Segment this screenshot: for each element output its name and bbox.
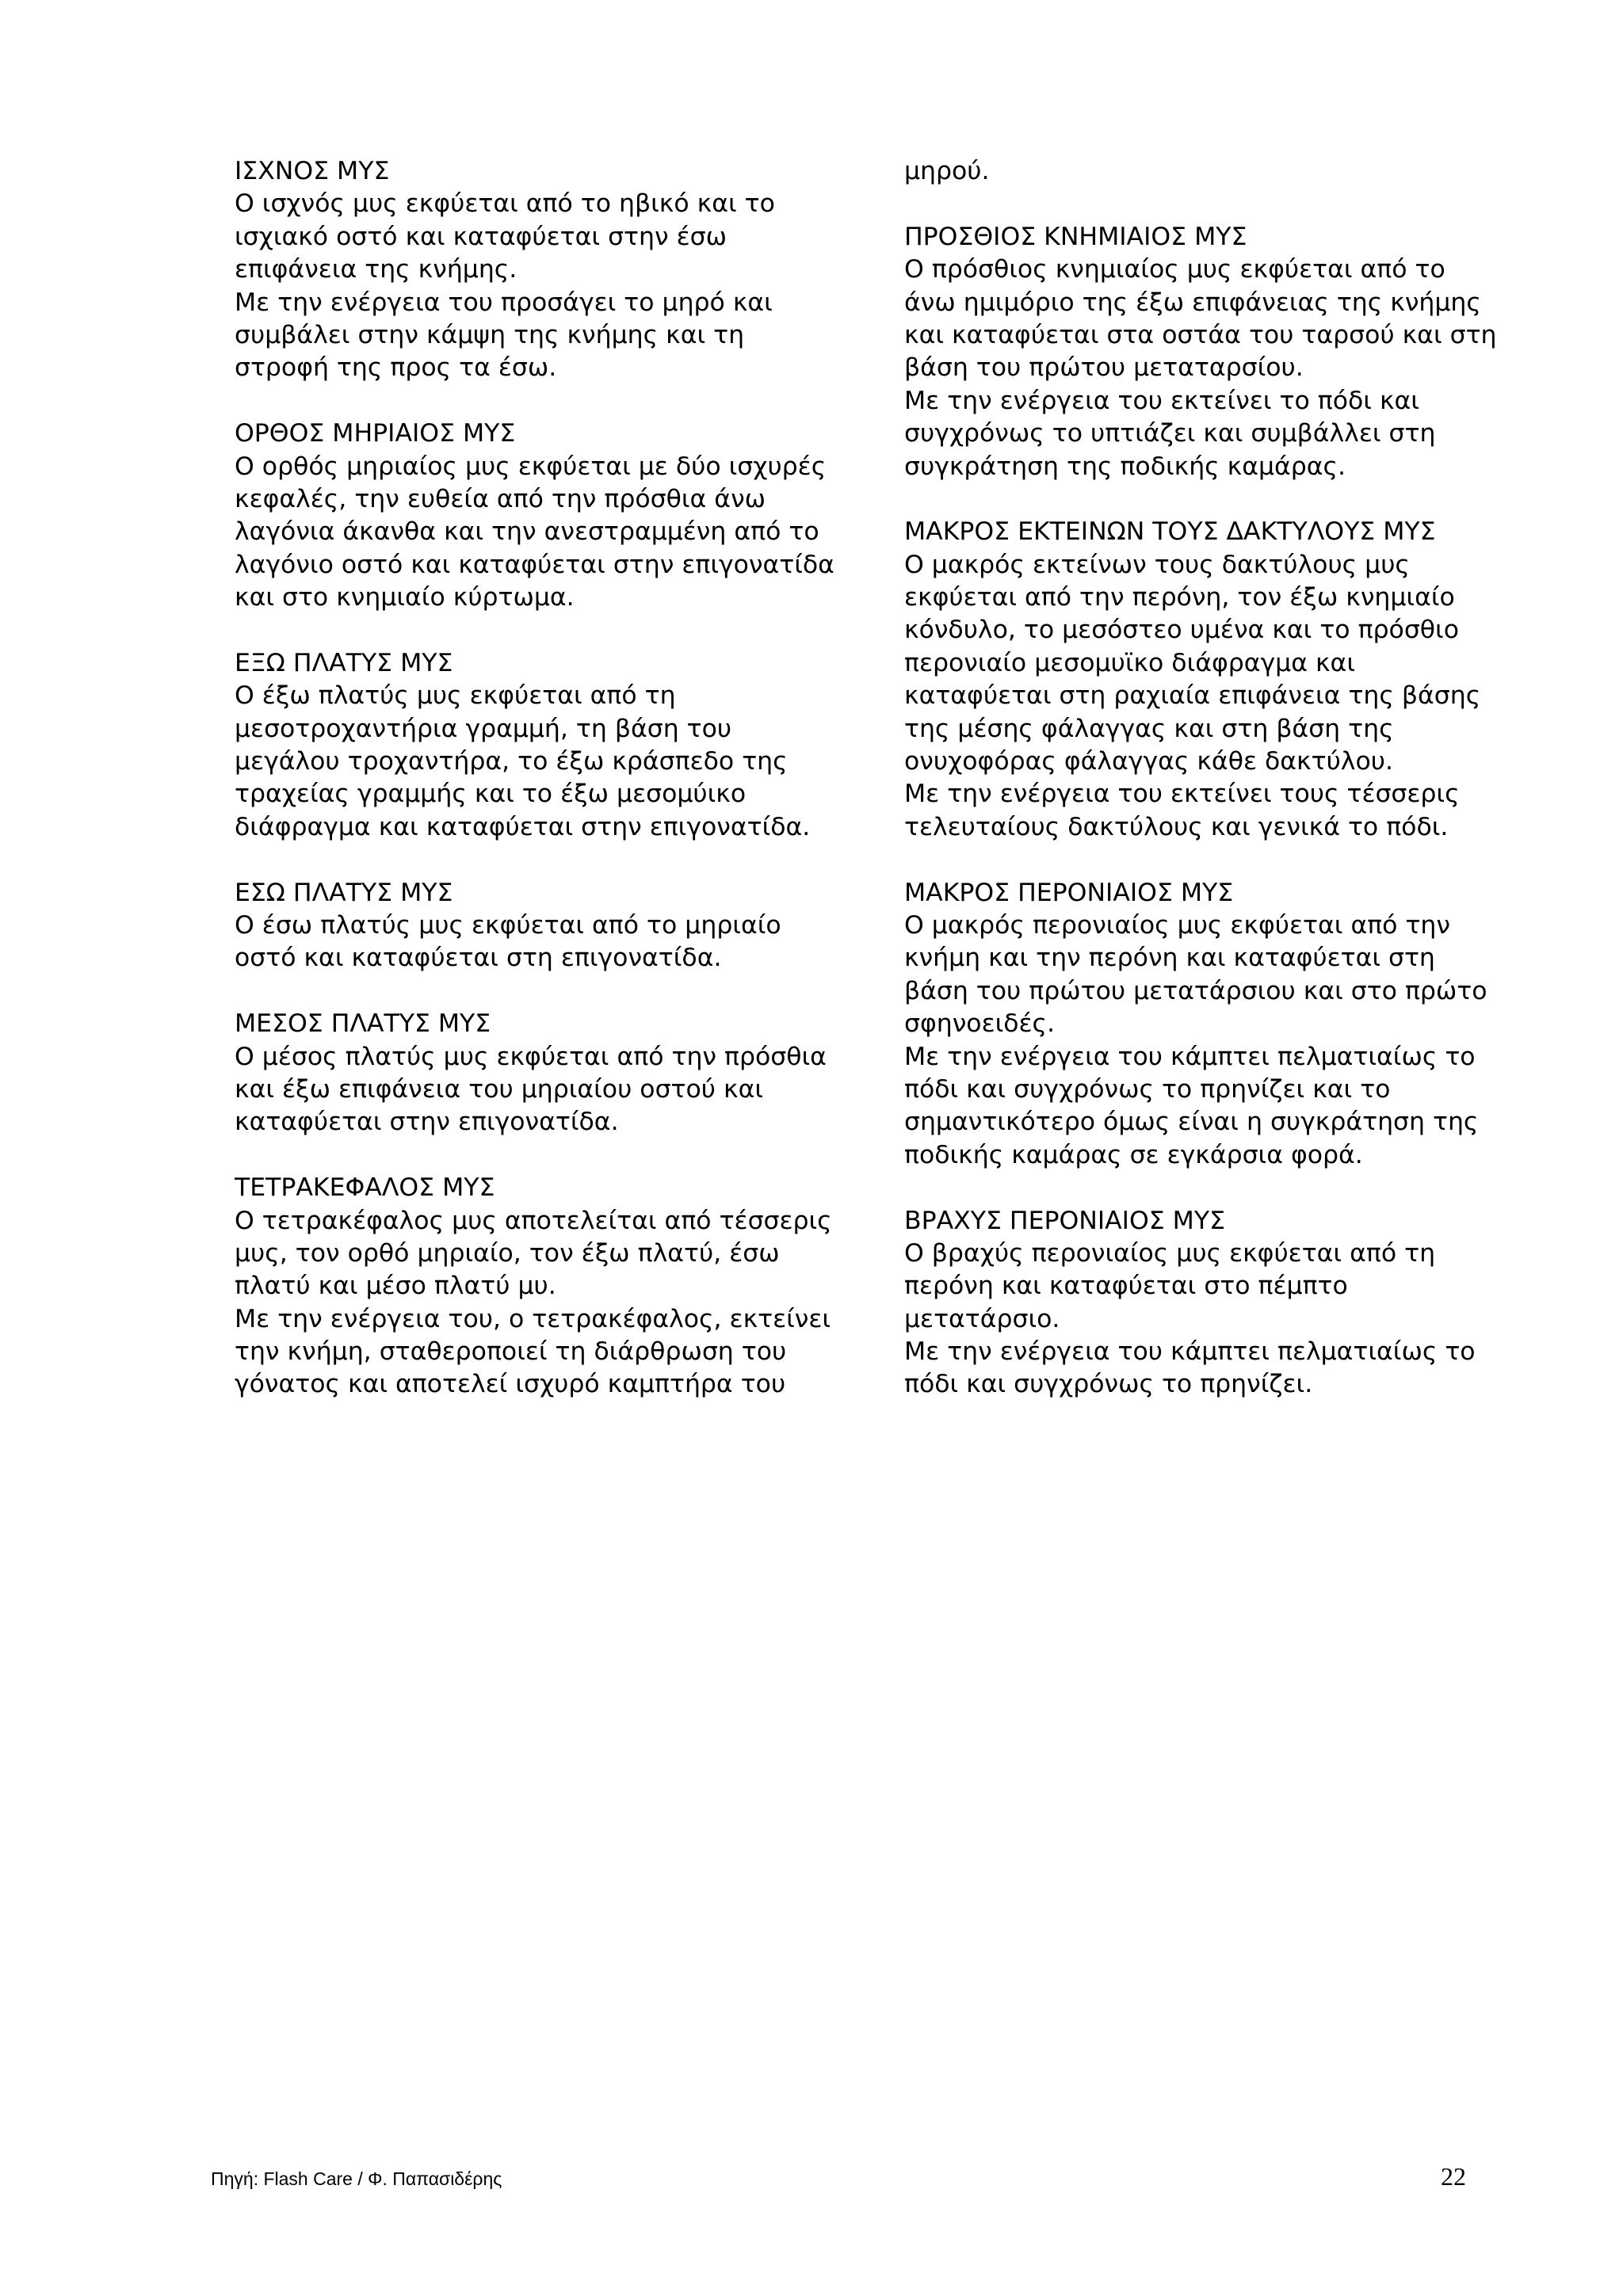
section-text-line: Ο ισχνός μυς εκφύεται από το ηβικό και το [235,189,775,219]
muscle-section [904,516,1491,844]
section-text-line: και στο κνημιαίο κύρτωμα. [235,583,575,612]
muscle-section [235,155,837,385]
section-gap [235,614,837,646]
section-text-line: Ο βραχύς περονιαίος μυς εκφύεται από τη [904,1238,1436,1268]
section-text-line: μεγάλου τροχαντήρα, το έξω κράσπεδο της [235,747,788,776]
section-text-line: την κνήμη, σταθεροποιεί τη διάρθρωση του [235,1337,787,1367]
section-text-line: μεσοτροχαντήρια γραμμή, τη βάση του [235,714,732,743]
section-gap [904,1172,1491,1204]
section-heading: ΜΕΣΟΣ ΠΛΑΤΥΣ ΜΥΣ [235,1009,491,1039]
section-text-line: Ο πρόσθιος κνημιαίος μυς εκφύεται από το [904,255,1445,284]
section-text-line: ονυχοφόρας φάλαγγας κάθε δακτύλου. [904,747,1393,776]
section-text-line: συμβάλει στην κάμψη της κνήμης και τη [235,320,745,349]
section-text-line: Με την ενέργεια του, ο τετρακέφαλος, εκτείνει [235,1304,831,1333]
section-heading: ΤΕΤΡΑΚΕΦΑΛΟΣ ΜΥΣ [235,1173,495,1203]
section-text-line: συγχρόνως το υπτιάζει και συμβάλλει στη [904,419,1436,448]
section-text-line: πλατύ και μέσο πλατύ μυ. [235,1272,556,1301]
footer-source: Πηγή: Flash Care / Φ. Παπασιδέρης [211,2168,502,2189]
section-heading: ΟΡΘΟΣ ΜΗΡΙΑΙΟΣ ΜΥΣ [235,419,516,448]
section-text-line: μετατάρσιο. [904,1304,1060,1333]
section-heading: ΜΑΚΡΟΣ ΕΚΤΕΙΝΩΝ ΤΟΥΣ ΔΑΚΤΥΛΟΥΣ ΜΥΣ [904,517,1436,547]
muscle-section [904,877,1491,1173]
section-text-line: κεφαλές, την ευθεία από την πρόσθια άνω [235,484,766,513]
section-text-line: λαγόνιο οστό και καταφύεται στην επιγονατίδα [235,550,834,579]
section-heading: ΠΡΟΣΘΙΟΣ ΚΝΗΜΙΑΙΟΣ ΜΥΣ [904,222,1247,251]
section-heading: ΕΣΩ ΠΛΑΤΥΣ ΜΥΣ [235,878,453,907]
section-text-line: περονιαίο μεσομυϊκο διάφραγμα και [904,648,1355,677]
section-text-line: στροφή της προς τα έσω. [235,353,557,383]
section-text-line: Με την ενέργεια του κάμπτει πελματιαίως το [904,1337,1476,1367]
right-column [904,155,1497,1402]
left-column [235,155,837,1402]
section-text-line: Με την ενέργεια του κάμπτει πελματιαίως το [904,1042,1476,1071]
section-text-line: γόνατος και αποτελεί ισχυρό καμπτήρα του [235,1370,786,1399]
section-heading: ΕΞΩ ΠΛΑΤΥΣ ΜΥΣ [235,648,453,677]
section-text-line: Ο έσω πλατύς μυς εκφύεται από το μηριαίο [235,910,781,940]
section-heading: ΒΡΑΧΥΣ ΠΕΡΟΝΙΑΙΟΣ ΜΥΣ [904,1206,1225,1235]
section-text-line: ισχιακό οστό και καταφύεται στην έσω [235,222,727,251]
section-text-line: πόδι και συγχρόνως το πρηνίζει. [904,1370,1313,1399]
page-number: 22 [1441,2162,1466,2191]
section-text-line: διάφραγμα και καταφύεται στην επιγονατίδα. [235,812,811,841]
muscle-section [235,877,837,975]
muscle-section [235,1172,837,1402]
muscle-section [904,221,1497,483]
muscle-section [904,1205,1491,1402]
continuation-text: μηρού. [904,157,990,185]
muscle-section [235,418,837,614]
section-text-line: μυς, τον ορθό μηριαίο, τον έξω πλατύ, έσω [235,1238,780,1268]
section-text-line: λαγόνια άκανθα και την ανεστραμμένη από το [235,517,819,547]
section-text-line: Με την ενέργεια του εκτείνει τους τέσσερις [904,780,1460,809]
section-text-line: βάση του πρώτου μεταταρσίου. [904,353,1304,383]
section-text-line: Με την ενέργεια του προσάγει το μηρό και [235,288,773,317]
section-text-line: και καταφύεται στα οστάα του ταρσού και στη [904,320,1497,349]
section-gap [235,1139,837,1172]
section-text-line: Ο μακρός εκτείνων τους δακτύλους μυς [904,550,1410,579]
section-text-line: συγκράτηση της ποδικής καμάρας. [904,452,1346,481]
section-text-line: τραχείας γραμμής και το έξω μεσομύικο [235,780,747,809]
section-gap [904,483,1491,516]
section-text-line: κνήμη και την περόνη και καταφύεται στη [904,944,1435,973]
section-gap [904,844,1491,876]
section-text-line: ποδικής καμάρας σε εγκάρσια φορά. [904,1140,1363,1169]
section-gap [235,975,837,1008]
muscle-section [235,647,837,844]
section-text-line: Ο έξω πλατύς μυς εκφύεται από τη [235,681,676,711]
section-text-line: Ο ορθός μηριαίος μυς εκφύεται με δύο ισχυρές [235,452,827,481]
section-gap [235,844,837,876]
section-text-line: εκφύεται από την περόνη, τον έξω κνημιαίο [904,583,1455,612]
muscle-section [235,1008,837,1139]
section-text-line: της μέσης φάλαγγας και στη βάση της [904,714,1394,743]
section-gap [235,385,837,418]
section-text-line: βάση του πρώτου μετατάρσιου και στο πρώτο [904,976,1487,1005]
section-text-line: Ο μακρός περονιαίος μυς εκφύεται από την [904,910,1450,940]
section-text-line: τελευταίους δακτύλους και γενικά το πόδι. [904,812,1449,841]
section-text-line: σημαντικότερο όμως είναι η συγκράτηση της [904,1108,1479,1137]
section-text-line: καταφύεται στη ραχιαία επιφάνεια της βάσης [904,681,1481,711]
section-text-line: σφηνοειδές. [904,1009,1056,1039]
section-text-line: κόνδυλο, το μεσόστεο υμένα και το πρόσθιο [904,616,1459,645]
section-text-line: καταφύεται στην επιγονατίδα. [235,1108,619,1137]
section-text-line: οστό και καταφύεται στη επιγονατίδα. [235,944,722,973]
section-text-line: και έξω επιφάνεια του μηριαίου οστού και [235,1074,764,1104]
section-text-line: επιφάνεια της κνήμης. [235,255,517,284]
section-gap [904,188,1491,220]
section-heading: ΙΣΧΝΟΣ ΜΥΣ [235,157,390,185]
section-text-line: Ο τετρακέφαλος μυς αποτελείται από τέσσερις [235,1206,832,1235]
section-text-line: Με την ενέργεια του εκτείνει το πόδι και [904,386,1419,415]
section-heading: ΜΑΚΡΟΣ ΠΕΡΟΝΙΑΙΟΣ ΜΥΣ [904,878,1234,907]
section-text-line: άνω ημιμόριο της έξω επιφάνειας της κνήμης [904,288,1481,317]
section-text-line: περόνη και καταφύεται στο πέμπτο [904,1272,1348,1301]
section-text-line: πόδι και συγχρόνως το πρηνίζει και το [904,1074,1391,1104]
section-text-line: Ο μέσος πλατύς μυς εκφύεται από την πρόσθια [235,1042,827,1071]
